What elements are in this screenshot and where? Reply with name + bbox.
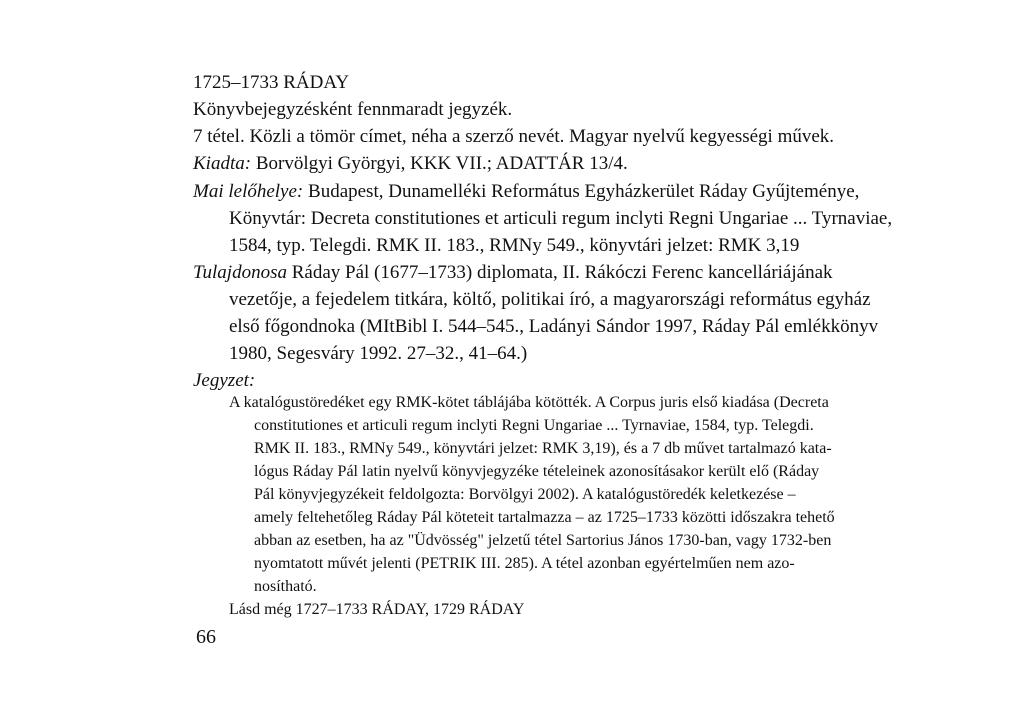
note-line: Pál könyvjegyzékeit feldolgozta: Borvölgyi 2002). A katalógustöredék keletkezése – — [254, 486, 796, 503]
note-line: nyomtatott művét jelenti (PETRIK III. 285). A tétel azonban egyértelműen nem azo- — [254, 555, 795, 572]
note-line: RMK II. 183., RMNy 549., könyvtári jelzet: RMK 3,19), és a 7 db művet tartalmazó kata- — [254, 440, 832, 457]
entry-subheading: Könyvbejegyzésként fennmaradt jegyzék. — [193, 99, 513, 120]
note-line: constitutiones et articuli regum inclyti Regni Ungariae ... Tyrnaviae, 1584, typ. Telegdi. — [254, 417, 814, 434]
page-number: 66 — [196, 626, 216, 648]
see-also: Lásd még 1727–1733 RÁDAY, 1729 RÁDAY — [229, 601, 525, 618]
note-line: abban az esetben, ha az "Üdvösség" jelzetű tétel Sartorius János 1730-ban, vagy 1732-ben — [254, 532, 832, 549]
location-line — [193, 181, 859, 203]
note-line: A katalógustöredéket egy RMK-kötet táblájába kötötték. A Corpus juris első kiadása (Decreta — [229, 394, 829, 411]
published-label: Kiadta: — [193, 153, 252, 174]
owner-line-text: Ráday Pál (1677–1733) diplomata, II. Rákóczi Ferenc kancelláriájának — [291, 262, 833, 283]
owner-line — [193, 262, 833, 284]
published-text: Borvölgyi Györgyi, KKK VII.; ADATTÁR 13/4. — [255, 153, 628, 174]
note-line: nosítható. — [254, 578, 317, 595]
owner-label: Tulajdonosa — [193, 262, 287, 283]
entry-description: 7 tétel. Közli a tömör címet, néha a szerző nevét. Magyar nyelvű kegyességi művek. — [193, 126, 835, 147]
note-line: amely feltehetőleg Ráday Pál köteteit tartalmazza – az 1725–1733 közötti időszakra tehető — [254, 509, 835, 526]
note-label: Jegyzet: — [193, 370, 256, 391]
published-line — [193, 153, 628, 175]
note-line: lógus Ráday Pál latin nyelvű könyvjegyzéke tételeinek azonosításakor került elő (Ráday — [254, 463, 820, 480]
location-line-text: Könyvtár: Decreta constitutiones et articuli regum inclyti Regni Ungariae ... Tyrnaviae, — [229, 208, 893, 229]
location-label: Mai lelőhelye: — [193, 181, 304, 202]
location-line-text: 1584, typ. Telegdi. RMK II. 183., RMNy 549., könyvtári jelzet: RMK 3,19 — [229, 235, 800, 256]
owner-line-text: 1980, Segesváry 1992. 27–32., 41–64.) — [229, 343, 528, 364]
owner-line-text: vezetője, a fejedelem titkára, költő, politikai író, a magyarországi református egyház — [229, 289, 871, 310]
location-line-text: Budapest, Dunamelléki Református Egyházkerület Ráday Gyűjteménye, — [308, 181, 860, 202]
entry-heading: 1725–1733 RÁDAY — [193, 72, 350, 93]
owner-line-text: első főgondnoka (MItBibl I. 544–545., Ladányi Sándor 1997, Ráday Pál emlékkönyv — [229, 316, 879, 337]
